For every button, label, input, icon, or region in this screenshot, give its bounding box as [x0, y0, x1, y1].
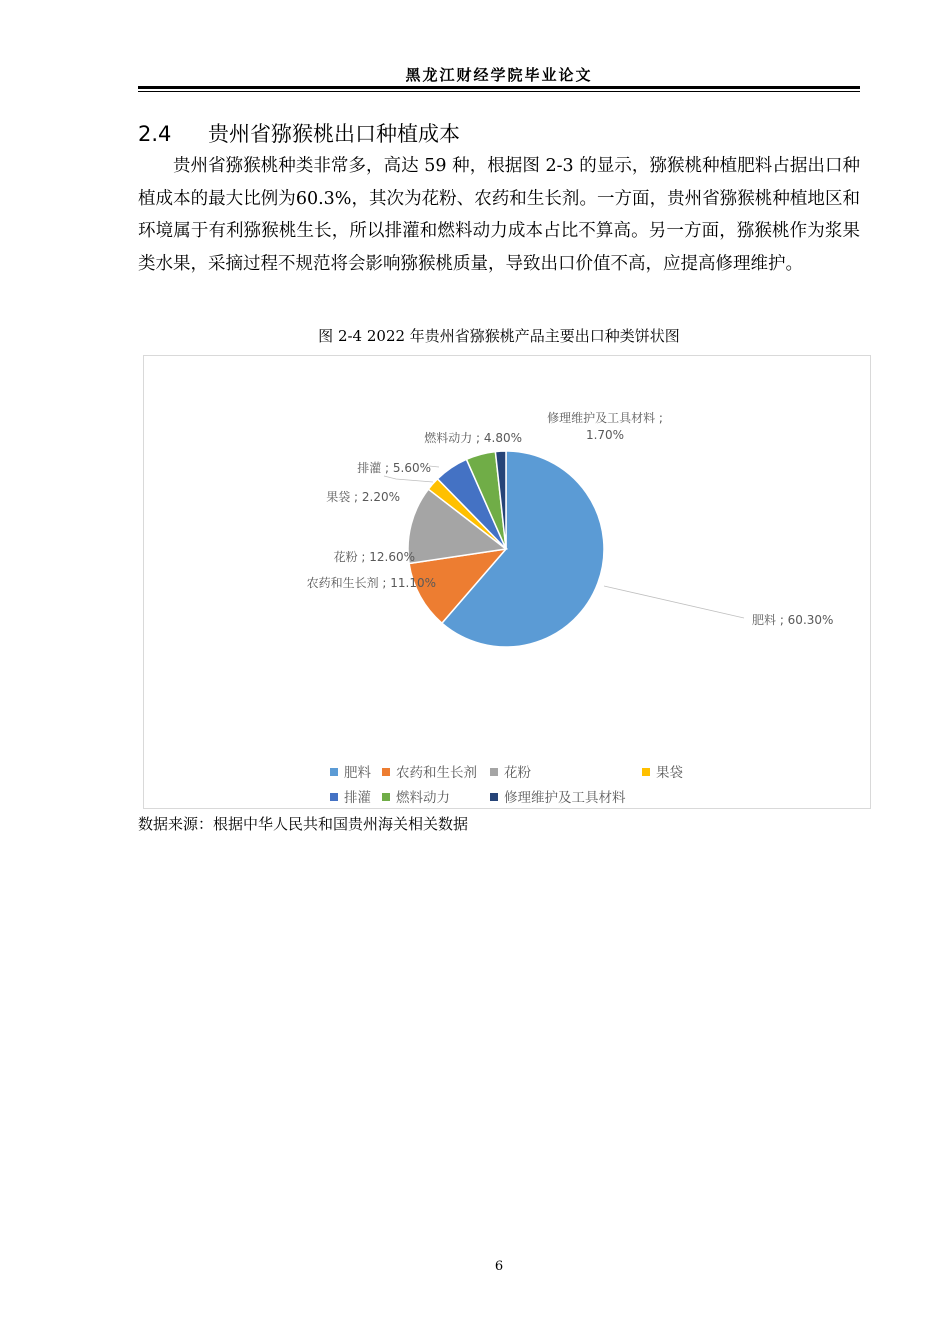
legend-label: 果袋 — [656, 765, 683, 781]
data-source-note: 数据来源：根据中华人民共和国贵州海关相关数据 — [138, 815, 469, 833]
legend-item-6 — [490, 786, 626, 806]
data-label-3: 果袋 ; 2.20% — [326, 490, 400, 504]
legend-label: 农药和生长剂 — [396, 765, 477, 781]
pie-chart-svg — [144, 356, 872, 810]
section-heading — [138, 118, 460, 148]
figure-caption: 图 2-4 2022 年贵州省猕猴桃产品主要出口种类饼状图 — [318, 327, 680, 345]
chart-legend — [330, 761, 850, 811]
legend-item-5 — [382, 786, 450, 806]
body-paragraph: 贵州省猕猴桃种类非常多，高达 59 种，根据图 2-3 的显示，猕猴桃种植肥料占据出口种植成本的最大比例为60.3%，其次为花粉、农药和生长剂。一方面，贵州省猕猴桃种植地区和环境属于有利猕猴桃生长，所以排灌和燃料动力成本占比不算高。另一方面，猕猴桃作为浆果类水果，采摘过程不规范将会影响猕猴桃质量，导致出口价值不高，应提高修理维护。 — [138, 156, 860, 274]
leader-line-3 — [384, 476, 433, 482]
legend-swatch — [490, 793, 498, 801]
data-label-7: 1.70% — [585, 428, 625, 442]
legend-label: 燃料动力 — [396, 790, 450, 806]
legend-row — [330, 786, 850, 811]
data-label-0: 肥料 ; 60.30% — [752, 613, 834, 627]
leader-line-0 — [604, 586, 744, 618]
legend-label: 花粉 — [504, 765, 531, 781]
legend-item-2 — [490, 761, 531, 781]
legend-swatch — [490, 768, 498, 776]
legend-swatch — [382, 793, 390, 801]
legend-item-0 — [330, 761, 371, 781]
data-label-1: 农药和生长剂 ; 11.10% — [306, 576, 436, 590]
legend-row — [330, 761, 850, 786]
legend-swatch — [330, 793, 338, 801]
section-number: 2.4 — [138, 122, 172, 146]
running-header: 黑龙江财经学院毕业论文 — [405, 66, 593, 84]
header-rule-thick — [138, 86, 860, 89]
legend-item-3 — [642, 761, 683, 781]
legend-item-4 — [330, 786, 371, 806]
section-title: 贵州省猕猴桃出口种植成本 — [208, 122, 460, 146]
pie-chart — [143, 355, 871, 809]
legend-swatch — [382, 768, 390, 776]
legend-label: 排灌 — [344, 790, 371, 806]
legend-swatch — [330, 768, 338, 776]
legend-label: 修理维护及工具材料 — [504, 790, 626, 806]
header-rule-thin — [138, 91, 860, 92]
data-label-4: 排灌 ; 5.60% — [357, 461, 431, 475]
legend-item-1 — [382, 761, 477, 781]
legend-swatch — [642, 768, 650, 776]
data-label-5: 燃料动力 ; 4.80% — [424, 431, 522, 445]
data-label-2: 花粉 ; 12.60% — [333, 550, 415, 564]
legend-label: 肥料 — [344, 765, 371, 781]
data-label-6: 修理维护及工具材料 ; — [547, 411, 663, 425]
page-number: 6 — [494, 1259, 504, 1274]
